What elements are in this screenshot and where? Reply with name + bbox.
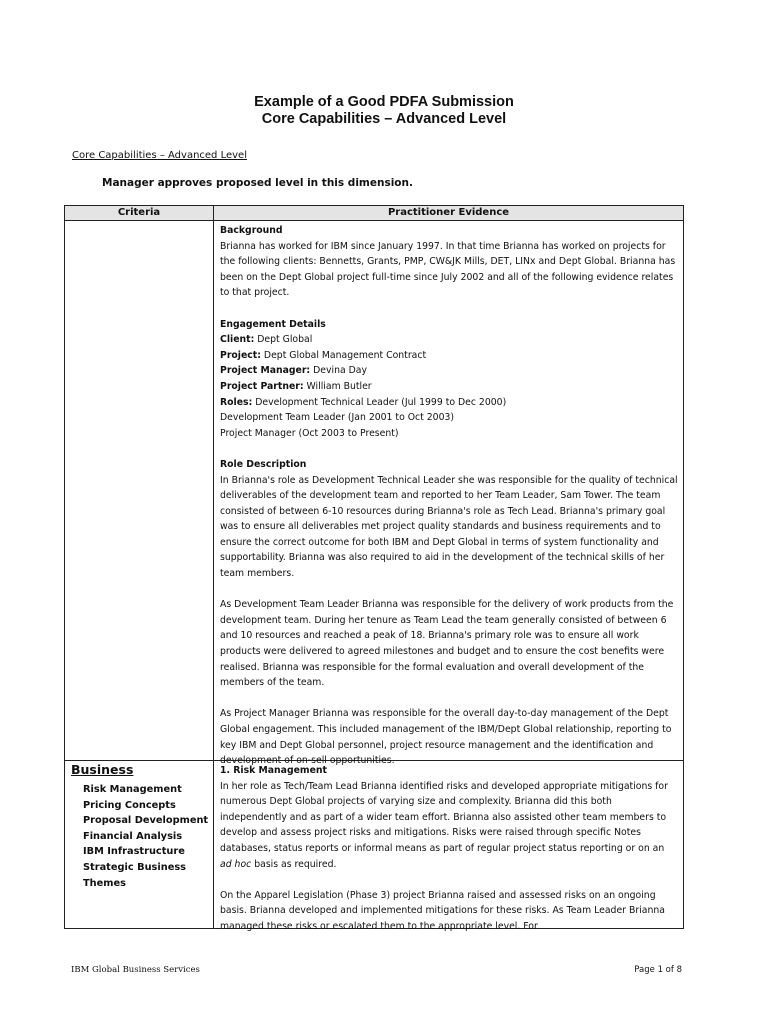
role-description-para-2: As Development Team Leader Brianna was responsible for the delivery of work products from the development team. During her tenure as Team Lead the team generally consisted of between 6 and 10 resources and reached a peak of 18. Brianna's primary role was to ensure all work products were delivered to agreed milestones and budget and to ensure the cost benefits were realised. Brianna was responsible for the formal evaluation and overall development of the members of the team. [220, 599, 674, 689]
list-item: IBM Infrastructure [83, 846, 185, 858]
engagement-role-1: Roles: Development Technical Leader (Jul 1999 to Dec 2000) [220, 396, 507, 408]
engagement-heading: Engagement Details [220, 318, 326, 330]
evidence-cell-background [214, 221, 684, 767]
engagement-role-2: Development Team Leader (Jan 2001 to Oct 2003) [220, 412, 455, 424]
engagement-role-3: Project Manager (Oct 2003 to Present) [220, 427, 399, 439]
list-item: Proposal Development [83, 815, 209, 827]
list-item: Financial Analysis [83, 830, 183, 842]
footer-page-number: Page 1 of 8 [634, 965, 682, 975]
list-item: Strategic Business Themes [83, 861, 187, 889]
criteria-cell-empty [65, 221, 214, 761]
role-description-para-1: In Brianna's role as Development Technical Leader she was responsible for the quality of technical deliverables of the development team and reported to her Team Leader, Sam Tower. The team consisted of between 6-10 resources during Brianna's role as Tech Lead. Brianna's primary goal was to ensure all deliverables met project quality standards and business requirements and to ensure the correct outcome for both IBM and Dept Global in terms of system functionality and supportability. Brianna was also required to aid in the development of the technical skills of her team members. [220, 474, 678, 580]
evidence-table [64, 205, 684, 932]
approval-statement: Manager approves proposed level in this dimension. [102, 177, 413, 189]
evidence-cell-risk [214, 761, 684, 932]
business-criteria-list [83, 782, 213, 891]
criteria-cell-business [65, 761, 214, 929]
engagement-project: Project: Dept Global Management Contract [220, 349, 427, 361]
background-heading: Background [220, 225, 283, 236]
table-header-row [65, 206, 684, 221]
engagement-client: Client: Dept Global [220, 334, 313, 346]
business-heading: Business [71, 762, 134, 777]
background-text: Brianna has worked for IBM since January 1997. In that time Brianna has worked on projects for the following clients: Bennetts, Grants, PMP, CW&JK Mills, DET, LINx and Dept Global. Brianna has been on the Dept Global project full-time since July 2002 and all of the following evidence relates to that project. [220, 240, 676, 299]
engagement-manager: Project Manager: Devina Day [220, 365, 367, 377]
page-title-line-2: Core Capabilities – Advanced Level [261, 111, 507, 127]
engagement-partner: Project Partner: William Butler [220, 380, 372, 392]
table-row [65, 221, 684, 761]
risk-heading: 1. Risk Management [220, 765, 327, 776]
criteria-header: Criteria [65, 206, 214, 221]
page-title [0, 94, 768, 128]
page-title-line-1: Example of a Good PDFA Submission [254, 94, 514, 110]
section-heading-link[interactable]: Core Capabilities – Advanced Level [72, 150, 247, 161]
table-row [65, 761, 684, 929]
evidence-header: Practitioner Evidence [214, 206, 684, 221]
role-description-heading: Role Description [220, 458, 307, 470]
risk-para-2: On the Apparel Legislation (Phase 3) project Brianna raised and assessed risks on an ongoing basis. Brianna developed and implemented mitigations for these risks. As Team Leader Brianna managed these risks or escalated them to the appropriate level. For [220, 889, 665, 932]
footer-company: IBM Global Business Services [71, 965, 200, 975]
list-item: Risk Management [83, 784, 182, 795]
risk-para-1: In her role as Tech/Team Lead Brianna identified risks and developed appropriate mitigations for numerous Dept Global projects of varying size and complexity. Brianna did this both independently and as part of a wider team effort. Brianna also assisted other team members to develop and assess project risks and mitigations. Risks were raised through specific Notes databases, status reports or informal means as part of regular project status reporting or on an ad hoc basis as required. [220, 780, 668, 870]
list-item: Pricing Concepts [83, 799, 176, 811]
role-description-para-3: As Project Manager Brianna was responsible for the overall day-to-day management of the Dept Global engagement. This included management of the IBM/Dept Global relationship, reporting to key IBM and Dept Global personnel, project resource management and the identification and development of on-sell opportunities. [220, 708, 672, 767]
